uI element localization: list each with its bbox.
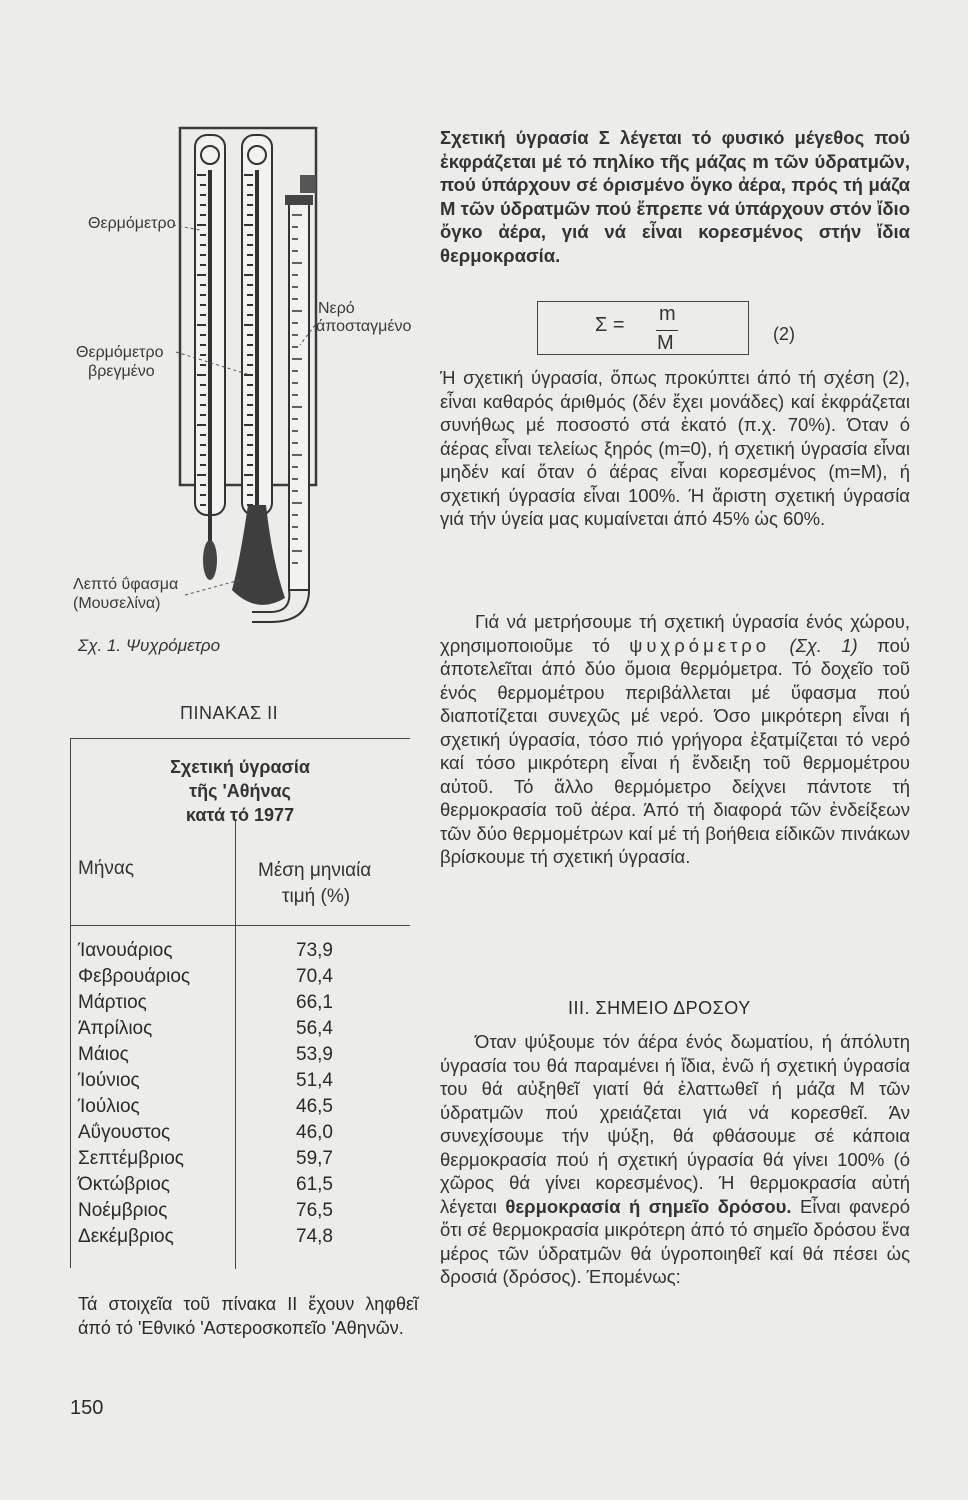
section-heading: III. ΣΗΜΕΙΟ ΔΡΟΣΟΥ xyxy=(568,998,751,1018)
month-cell: Ίανουάριος xyxy=(78,940,173,961)
psychrometer-text-a: Γιά νά μετρήσουμε τή σχετική ύγρασία ένός χώρου, χρησιμοποιοῦμε τό xyxy=(440,611,910,656)
psychrometer-term: ψυχρόμετρο xyxy=(629,634,771,656)
label-thermometer: Θερμόμετρο xyxy=(88,215,176,232)
value-cell: 70,4 xyxy=(296,966,333,987)
table-row xyxy=(78,1120,378,1146)
label-wet-thermometer-line1: Θερμόμετρο xyxy=(76,344,164,361)
month-cell: Μάρτιος xyxy=(78,992,147,1013)
formula-lhs: Σ = xyxy=(595,314,625,336)
value-cell: 76,5 xyxy=(296,1200,333,1221)
table-row xyxy=(78,938,378,964)
month-cell: Ίούνιος xyxy=(78,1070,140,1091)
label-cloth-line2: (Μουσελίνα) xyxy=(73,595,161,612)
value-cell: 61,5 xyxy=(296,1174,333,1195)
figure-caption: Σχ. 1. Ψυχρόμετρο xyxy=(78,636,221,655)
formula-box xyxy=(537,301,749,355)
value-cell: 56,4 xyxy=(296,1018,333,1039)
table-heading-line3: κατά τό 1977 xyxy=(185,805,295,825)
month-cell: Σεπτέμβριος xyxy=(78,1148,184,1169)
dew-point-text-a: Όταν ψύξουμε τόν άέρα ένός δωματίου, ή άπόλυτη ύγρασία του θά παραμένει ή ἴδια, ἐνῶ ή σχετική ύγρασία του θά αὐξηθεῖ γιατί θά ἐλαττωθεῖ ή μάζα Μ τῶν ύδρατμῶν πού χρειάζεται γιά νά κορεσθεῖ. Άν συνεχίσουμε τήν ψύξη, θά φθάσουμε σέ κάποια θερμοκρασία πού ή σχετική ύγρασία θά γίνει 100% (ό χῶρος θά γίνει κορεσμένος). Ή θερμοκρασία αὐτή λέγεται xyxy=(440,1031,910,1217)
table-row xyxy=(78,1224,378,1250)
formula-numerator: m xyxy=(659,303,676,325)
value-cell: 53,9 xyxy=(296,1044,333,1065)
table-title: ΠΙΝΑΚΑΣ ΙΙ xyxy=(180,703,279,723)
column-header-value-line2: τιμή (%) xyxy=(282,886,351,907)
psychrometer-paragraph xyxy=(440,610,910,869)
page-number: 150 xyxy=(70,1397,104,1419)
column-header-value-line1: Μέση μηνιαία xyxy=(258,860,372,881)
value-cell: 66,1 xyxy=(296,992,333,1013)
formula-tag: (2) xyxy=(773,324,795,344)
table-heading-line1: Σχετική ύγρασία xyxy=(170,757,310,777)
table-rows xyxy=(78,938,378,1250)
month-cell: Φεβρουάριος xyxy=(78,966,191,987)
month-cell: Όκτώβριος xyxy=(78,1174,170,1195)
label-water-line1: Νερό xyxy=(318,300,355,317)
explanation-paragraph: Ή σχετική ύγρασία, ὅπως προκύπτει άπό τή σχέση (2), εἶναι καθαρός άριθμός (δέν ἔχει μονάδες) καί ἐκφράζεται συνήθως μέ ποσοστό στά ἑκατό (π.χ. 70%). Όταν ό άέρας εἶναι τελείως ξηρός (m=0), ή σχετική ύγρασία εἶναι μηδέν καί ὅταν ό άέρας εἶναι κορεσμένος (m=M), ή σχετική ύγρασία εἶναι 100%. Ή ἄριστη σχετική ύγρασία γιά τήν ύγεία μας κυμαίνεται άπό 45% ὡς 60%. xyxy=(440,367,910,529)
value-cell: 46,5 xyxy=(296,1096,333,1117)
label-water-line2: άποσταγμένο xyxy=(316,318,412,335)
table-row xyxy=(78,1146,378,1172)
dew-point-text-c: Εἶναι φανερό ὅτι σέ θερμοκρασία μικρότερη άπό τό σημεῖο δρόσου ἕνα μέρος τῶν ύδρατμῶν θά ύγροποιηθεῖ καί θά πέσει ὡς δροσιά (δρόσος). Έπομένως: xyxy=(440,1195,911,1287)
month-cell: Άπρίλιος xyxy=(78,1018,153,1039)
label-cloth-line1: Λεπτό ΰφασμα xyxy=(73,576,179,593)
month-cell: Αΰγουστος xyxy=(78,1122,171,1143)
table-source-note: Τά στοιχεῖα τοῦ πίνακα ΙΙ ἔχουν ληφθεῖ άπό τό 'Εθνικό 'Αστεροσκοπεῖο 'Αθηνῶν. xyxy=(78,1294,418,1338)
month-cell: Δεκέμβριος xyxy=(78,1226,174,1247)
table-heading-line2: τῆς 'Αθήνας xyxy=(189,781,291,801)
dew-point-paragraph xyxy=(440,1030,910,1289)
formula-denominator: M xyxy=(657,332,674,354)
table-row xyxy=(78,1198,378,1224)
column-header-month: Μήνας xyxy=(78,858,135,879)
value-cell: 59,7 xyxy=(296,1148,333,1169)
table-row xyxy=(78,1016,378,1042)
dew-point-term: θερμοκρασία ή σημεῖο δρόσου. xyxy=(505,1195,792,1217)
psychrometer-figure xyxy=(0,0,440,640)
table-row xyxy=(78,1094,378,1120)
label-wet-thermometer-line2: βρεγμένο xyxy=(88,363,155,380)
table-row xyxy=(78,964,378,990)
month-cell: Μάιος xyxy=(78,1044,129,1065)
value-cell: 51,4 xyxy=(296,1070,333,1091)
figure-reference: (Σχ. 1) xyxy=(789,634,858,656)
fraction-bar xyxy=(656,330,678,331)
value-cell: 73,9 xyxy=(296,940,333,961)
definition-paragraph: Σχετική ύγρασία Σ λέγεται τό φυσικό μέγεθος πού ἐκφράζεται μέ τό πηλίκο τῆς μάζας m τῶν ύδρατμῶν, πού ύπάρχουν σέ όρισμένο ὄγκο ἀέρα, πρός τή μάζα Μ τῶν ύδρατμῶν πού ἔπρεπε νά ύπάρχουν στόν ἴδιο ὄγκο ἀέρα, γιά νά εἶναι κορεσμένος στήν ἴδια θερμοκρασία. xyxy=(440,127,910,266)
table-row xyxy=(78,990,378,1016)
month-cell: Νοέμβριος xyxy=(78,1200,168,1221)
table-row xyxy=(78,1172,378,1198)
month-cell: Ίούλιος xyxy=(78,1096,140,1117)
table-row xyxy=(78,1042,378,1068)
table-header-divider xyxy=(70,925,410,926)
value-cell: 74,8 xyxy=(296,1226,333,1247)
value-cell: 46,0 xyxy=(296,1122,333,1143)
table-row xyxy=(78,1068,378,1094)
psychrometer-text-d: πού άποτελεῖται άπό δύο ὅμοια θερμόμετρα. Τό δοχεῖο τοῦ ένός θερμομέτρου περιβάλλεται μέ ὕφασμα πού διαποτίζεται συνεχῶς μέ νερό. Όσο μικρότερη εἶναι ή σχετική ύγρασία, τόσο πιό γρήγορα ἐξατμίζεται τό νερό καί τόσο μικρότερη εἶναι ή ἔνδειξη τοῦ θερμομέτρου αὐτοῦ. Τό ἄλλο θερμόμετρο δείχνει πάντοτε τή θερμοκρασία τοῦ ἀέρα. Άπό τή διαφορά τῶν ἐνδείξεων τῶν δύο θερμομέτρων καί μέ τή βοήθεια είδικῶν πινάκων βρίσκουμε τή σχετική ύγρασία. xyxy=(440,634,910,867)
